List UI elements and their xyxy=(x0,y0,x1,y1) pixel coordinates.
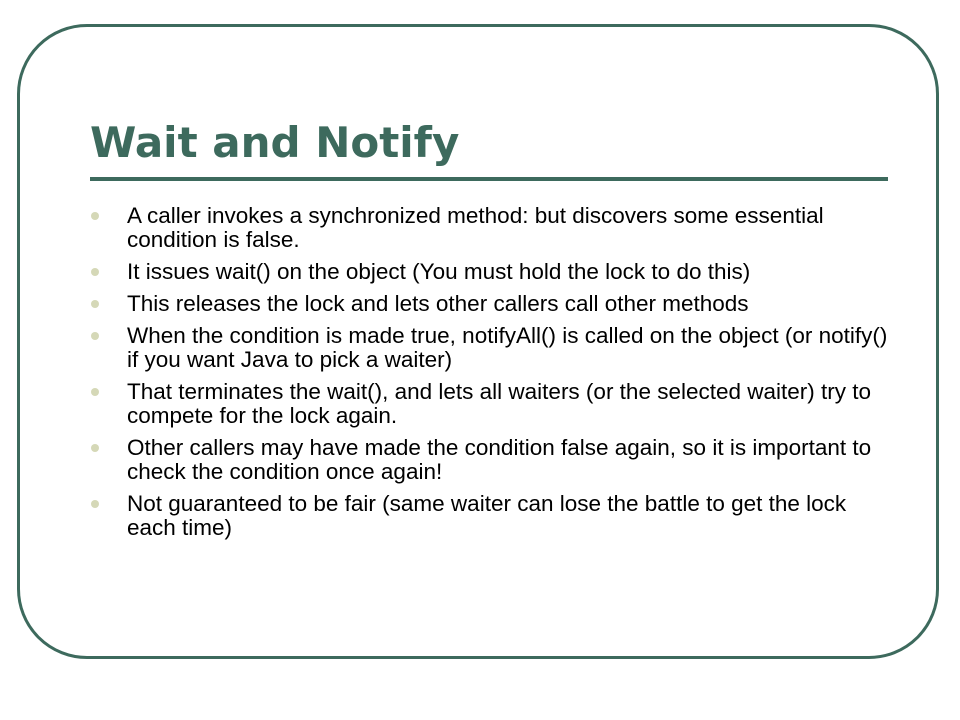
bullet-item xyxy=(90,436,890,484)
bullet-item xyxy=(90,492,890,540)
bullet-dot-icon xyxy=(91,388,99,396)
bullet-text: That terminates the wait(), and lets all waiters (or the selected waiter) try to compete for the lock again. xyxy=(127,379,872,428)
bullet-dot-icon xyxy=(91,212,99,220)
title-underline xyxy=(90,177,888,181)
slide-title: Wait and Notify xyxy=(90,118,460,167)
bullet-dot-icon xyxy=(91,300,99,308)
bullet-text: It issues wait() on the object (You must hold the lock to do this) xyxy=(127,259,751,284)
bullet-item xyxy=(90,380,890,428)
bullet-item xyxy=(90,324,890,372)
bullet-item xyxy=(90,204,890,252)
bullet-text: This releases the lock and lets other callers call other methods xyxy=(127,291,749,316)
bullet-dot-icon xyxy=(91,268,99,276)
bullet-dot-icon xyxy=(91,444,99,452)
bullet-dot-icon xyxy=(91,332,99,340)
bullet-list xyxy=(90,204,890,548)
bullet-text: When the condition is made true, notifyAll() is called on the object (or notify() if you want Java to pick a waiter) xyxy=(127,323,888,372)
bullet-item xyxy=(90,260,890,284)
bullet-item xyxy=(90,292,890,316)
bullet-text: Other callers may have made the condition false again, so it is important to check the condition once again! xyxy=(127,435,872,484)
bullet-dot-icon xyxy=(91,500,99,508)
bullet-text: Not guaranteed to be fair (same waiter can lose the battle to get the lock each time) xyxy=(127,491,847,540)
bullet-text: A caller invokes a synchronized method: but discovers some essential condition is false. xyxy=(127,203,824,252)
